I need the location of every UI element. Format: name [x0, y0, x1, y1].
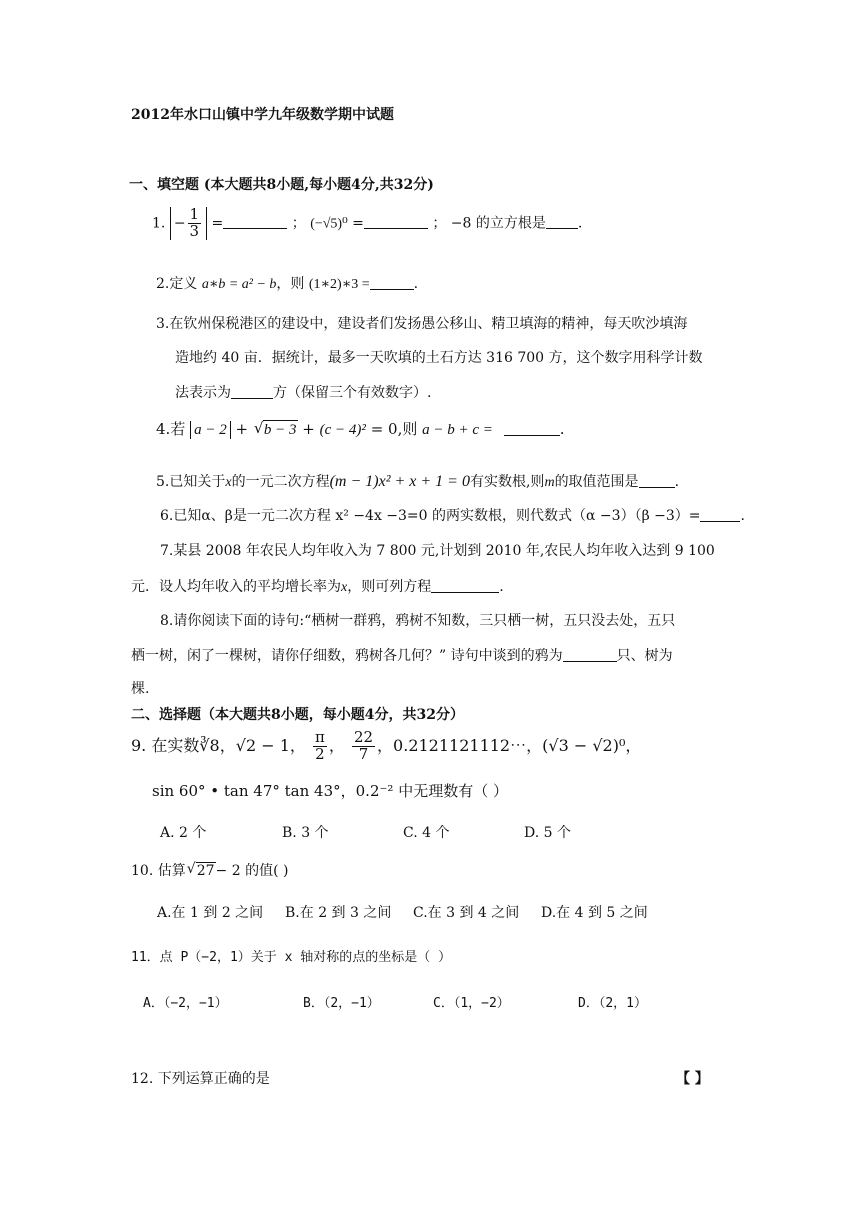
question-8-line-1: 8.请你阅读下面的诗句:“栖树一群鸦，鸦树不知数，三只栖一树，五只没去处，五只 [160, 613, 676, 629]
question-3-line-1: 3.在钦州保税港区的建设中，建设者们发扬愚公移山、精卫填海的精神，每天吹沙填海 [156, 316, 688, 332]
question-9-line-1: 9. 在实数∛8，√2 − 1， $\frac{\pi}{2}$ ， $\frac{22}{7}$ ，0.2121121112⋯，(√3 − √2)⁰， [131, 728, 642, 763]
answer-blank[interactable] [504, 420, 560, 436]
q11-option-b[interactable]: B．（2，−1） [303, 996, 380, 1011]
question-5: 5.已知关于x的一元二次方程(m − 1)x² + x + 1 = 0有实数根,则m的取值范围是 . [156, 473, 680, 490]
section-heading-fill-in: 一、填空题 (本大题共8小题,每小题4分,共32分) [129, 177, 434, 193]
q9-option-a[interactable]: A. 2 个 [160, 825, 207, 841]
answer-blank[interactable] [563, 647, 617, 662]
question-8-line-2: 栖一树，闲了一棵树，请你仔细数，鸦树各几何？” 诗句中谈到的鸦为 只、树为 [131, 648, 673, 664]
q1-zero-power: (−√5)⁰ [310, 216, 348, 232]
question-7-line-2: 元．设人均年收入的平均增长率为x，则可列方程 . [131, 579, 504, 595]
answer-blank[interactable] [223, 214, 287, 229]
q1-number: 1. [152, 215, 166, 232]
question-11: 11．点 P（−2，1）关于 x 轴对称的点的坐标是（ ） [131, 950, 452, 965]
answer-blank[interactable] [431, 578, 499, 593]
answer-blank[interactable] [364, 214, 428, 229]
question-6: 6.已知α、β是一元二次方程 x² −4x −3=0 的两实数根，则代数式（α −3）（β −3）= . [160, 508, 745, 524]
answer-bracket[interactable]: 【 】 [676, 1071, 709, 1087]
question-2: 2.定义 a∗b = a² − b，则 (1∗2)∗3 = . [156, 276, 419, 292]
question-4: 4.若 a − 2 + √ b − 3 + (c − 4)² = 0,则 a − b + c = . [156, 420, 565, 439]
q1-abs-value: − $\frac{1}{3}$ [170, 207, 207, 240]
answer-blank[interactable] [546, 214, 578, 229]
q9-option-d[interactable]: D. 5 个 [524, 825, 571, 841]
answer-blank[interactable] [370, 275, 414, 290]
q11-option-c[interactable]: C．（1，−2） [433, 996, 510, 1011]
question-12: 12. 下列运算正确的是 [131, 1071, 270, 1087]
page-title: 2012年水口山镇中学九年级数学期中试题 [131, 107, 394, 123]
question-10: 10. 估算√ 27− 2 的值( ) [131, 862, 288, 880]
question-8-line-3: 棵. [131, 681, 150, 697]
q10-option-a[interactable]: A.在 1 到 2 之间 [157, 905, 264, 921]
q9-option-b[interactable]: B. 3 个 [282, 825, 329, 841]
answer-blank[interactable] [700, 507, 740, 522]
question-9-line-2: sin 60° • tan 47° tan 43°，0.2⁻² 中无理数有（ ） [152, 782, 508, 800]
q10-option-b[interactable]: B.在 2 到 3 之间 [285, 905, 392, 921]
q11-option-d[interactable]: D．（2，1） [578, 996, 647, 1011]
answer-blank[interactable] [639, 473, 675, 488]
q10-option-c[interactable]: C.在 3 到 4 之间 [413, 905, 520, 921]
question-1: 1. − $\frac{1}{3}$ = ； (−√5)⁰ = ； −8 的立方根是 . [152, 205, 583, 240]
q11-option-a[interactable]: A．（−2，−1） [143, 996, 228, 1011]
question-7-line-1: 7.某县 2008 年农民人均年收入为 7 800 元,计划到 2010 年,农民人均年收入达到 9 100 [160, 543, 715, 559]
q9-option-c[interactable]: C. 4 个 [403, 825, 450, 841]
q10-option-d[interactable]: D.在 4 到 5 之间 [541, 905, 648, 921]
section-heading-multiple-choice: 二、选择题（本大题共8小题，每小题4分，共32分） [131, 707, 464, 723]
question-3-line-3: 法表示为 方（保留三个有效数字）. [175, 385, 432, 401]
question-3-line-2: 造地约 40 亩．据统计，最多一天吹填的土石方达 316 700 方，这个数字用科学计数 [175, 350, 703, 366]
answer-blank[interactable] [231, 384, 273, 399]
